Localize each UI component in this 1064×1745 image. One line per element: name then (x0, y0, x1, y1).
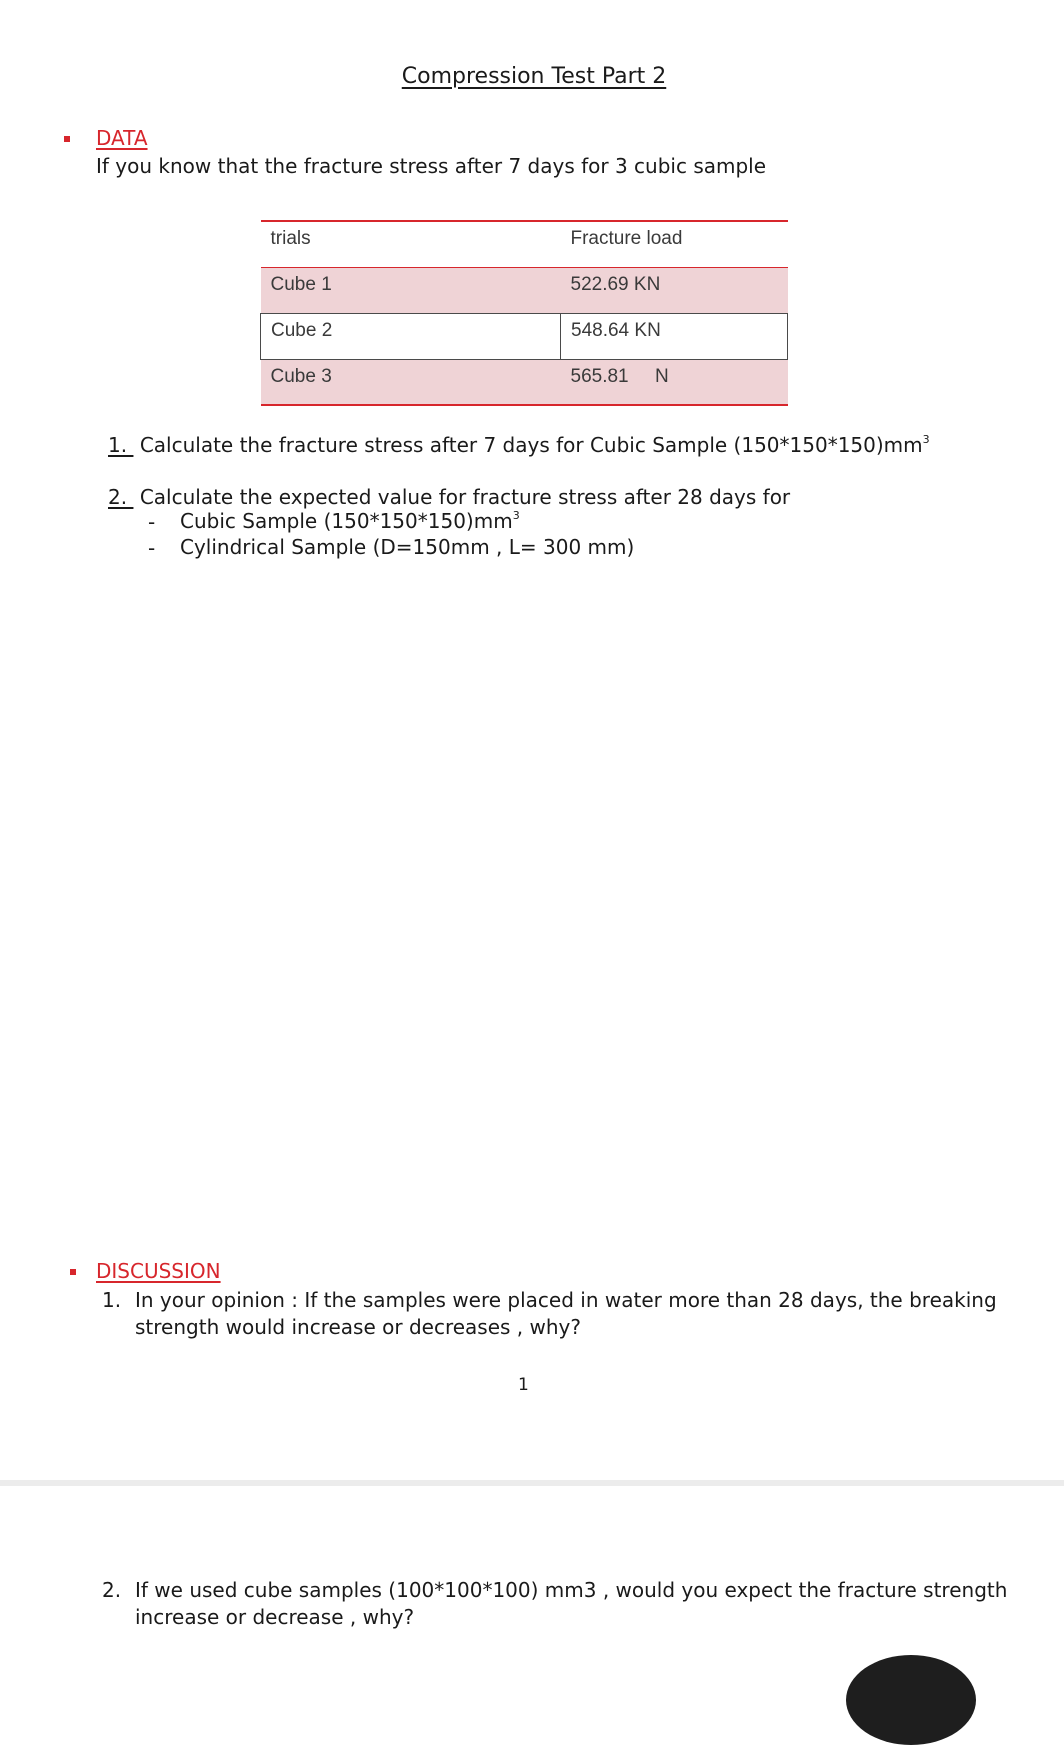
sub-item-cubic-text: Cubic Sample (150*150*150)mm (180, 509, 513, 533)
question-1-number: 1. (108, 433, 134, 457)
cell-trial: Cube 3 (261, 359, 561, 405)
question-2 (108, 484, 790, 510)
cell-load: 522.69 KN (561, 267, 788, 313)
cell-load: 548.64 KN (561, 313, 788, 359)
discussion-2-line2: increase or decrease , why? (135, 1605, 415, 1629)
question-1-text: Calculate the fracture stress after 7 days for Cubic Sample (150*150*150)mm (139, 433, 923, 457)
data-heading: DATA (96, 126, 148, 150)
table-row (261, 267, 788, 313)
question-2-text: Calculate the expected value for fracture stress after 28 days for (139, 485, 791, 509)
table-row (261, 313, 788, 359)
table-header-row (261, 221, 788, 267)
dash-icon: - (148, 536, 156, 560)
discussion-bullet-icon (70, 1269, 76, 1275)
question-1 (108, 432, 930, 458)
data-intro: If you know that the fracture stress after 7 days for 3 cubic sample (96, 154, 767, 178)
cell-trial: Cube 2 (261, 313, 561, 359)
header-fracture-load: Fracture load (561, 221, 788, 267)
fracture-load-table (260, 220, 788, 406)
question-1-sup: 3 (922, 433, 930, 446)
sub-item-cubic (180, 509, 520, 533)
table-row (261, 359, 788, 405)
discussion-2-line1: If we used cube samples (100*100*100) mm3 , would you expect the fracture strength (135, 1578, 1008, 1602)
sub-item-cylindrical: Cylindrical Sample (D=150mm , L= 300 mm) (180, 535, 635, 559)
sub-item-cubic-sup: 3 (512, 509, 520, 522)
cell-trial: Cube 1 (261, 267, 561, 313)
cell-load: 565.81 N (561, 359, 788, 405)
page-number: 1 (518, 1375, 529, 1395)
header-trials: trials (261, 221, 561, 267)
dash-icon: - (148, 510, 156, 534)
discussion-1-number: 1. (102, 1288, 122, 1312)
discussion-heading: DISCUSSION (96, 1259, 221, 1283)
page-title: Compression Test Part 2 (401, 64, 667, 89)
discussion-1-line2: strength would increase or decreases , why? (135, 1315, 581, 1339)
discussion-1-line1: In your opinion : If the samples were placed in water more than 28 days, the breaking (135, 1288, 997, 1312)
discussion-2-number: 2. (102, 1578, 122, 1602)
question-2-number: 2. (108, 485, 134, 509)
floating-overlay-shape (846, 1655, 976, 1745)
data-bullet-icon (64, 136, 70, 142)
